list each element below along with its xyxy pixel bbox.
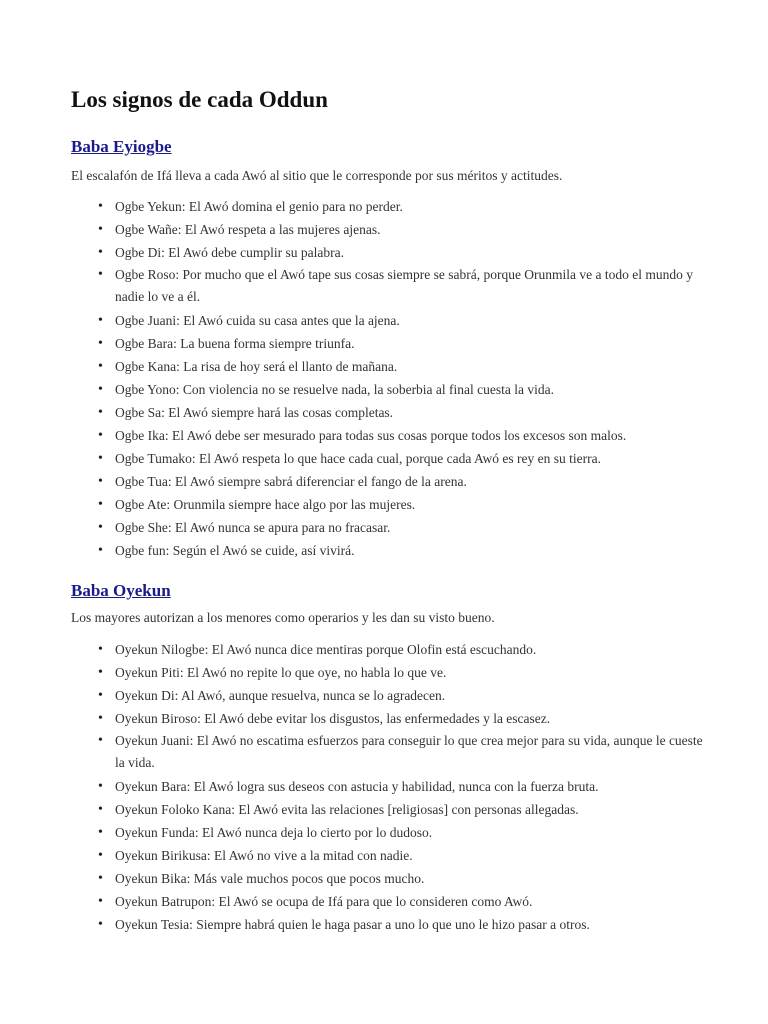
list-item: • Ogbe Kana: La risa de hoy será el llanto de mañana. [115, 355, 706, 378]
title-wrap [71, 86, 706, 130]
list-item: • Oyekun Piti: El Awó no repite lo que oye, no habla lo que ve. [115, 661, 706, 684]
list-item: • Ogbe Sa: El Awó siempre hará las cosas completas. [115, 401, 706, 424]
list-item: • Oyekun Biroso: El Awó debe evitar los disgustos, las enfermedades y la escasez. [115, 707, 706, 730]
list-item: • Ogbe Wañe: El Awó respeta a las mujeres ajenas. [115, 218, 706, 241]
section-heading-wrap [71, 130, 706, 160]
section-baba-eyiogbe [71, 130, 706, 562]
list-item: • Oyekun Bara: El Awó logra sus deseos con astucia y habilidad, nunca con la fuerza bruta. [115, 775, 706, 798]
list-item: • Oyekun Birikusa: El Awó no vive a la mitad con nadie. [115, 844, 706, 867]
page-title: Los signos de cada Oddun [71, 87, 328, 112]
list-item: • Ogbe Ika: El Awó debe ser mesurado para todas sus cosas porque todos los excesos son malos. [115, 424, 706, 447]
sign-list [71, 638, 706, 936]
list-item: • Ogbe Juani: El Awó cuida su casa antes que la ajena. [115, 309, 706, 332]
section-intro: Los mayores autorizan a los menores como operarios y les dan su visto bueno. [71, 610, 495, 625]
section-heading-link-baba-oyekun[interactable]: Baba Oyekun [71, 581, 171, 600]
list-item: • Ogbe Tua: El Awó siempre sabrá diferenciar el fango de la arena. [115, 470, 706, 493]
list-item: • Oyekun Tesia: Siempre habrá quien le haga pasar a uno lo que uno le hizo pasar a otros. [115, 913, 706, 936]
section-baba-oyekun [71, 574, 706, 936]
list-item: • Oyekun Funda: El Awó nunca deja lo cierto por lo dudoso. [115, 821, 706, 844]
list-item: • Ogbe Yono: Con violencia no se resuelve nada, la soberbia al final cuesta la vida. [115, 378, 706, 401]
list-item: • Ogbe Ate: Orunmila siempre hace algo por las mujeres. [115, 493, 706, 516]
sign-list [71, 195, 706, 562]
list-item: • Ogbe Yekun: El Awó domina el genio para no perder. [115, 195, 706, 218]
list-item: • Oyekun Foloko Kana: El Awó evita las relaciones [religiosas] con personas allegadas. [115, 798, 706, 821]
section-heading-link-baba-eyiogbe[interactable]: Baba Eyiogbe [71, 137, 172, 156]
list-item: • Ogbe Di: El Awó debe cumplir su palabra. [115, 241, 706, 264]
list-item: • Ogbe fun: Según el Awó se cuide, así vivirá. [115, 539, 706, 562]
list-item: • Ogbe Roso: Por mucho que el Awó tape sus cosas siempre se sabrá, porque Orunmila ve a todo el mundo y nadie lo ve a él. [115, 264, 706, 309]
list-item: • Oyekun Di: Al Awó, aunque resuelva, nunca se lo agradecen. [115, 684, 706, 707]
section-intro: El escalafón de Ifá lleva a cada Awó al sitio que le corresponde por sus méritos y actitudes. [71, 168, 563, 183]
section-heading-wrap [71, 574, 706, 604]
section-heading [71, 136, 172, 158]
list-item: • Oyekun Nilogbe: El Awó nunca dice mentiras porque Olofin está escuchando. [115, 638, 706, 661]
list-item: • Ogbe She: El Awó nunca se apura para no fracasar. [115, 516, 706, 539]
list-item: • Ogbe Bara: La buena forma siempre triunfa. [115, 332, 706, 355]
list-item: • Oyekun Batrupon: El Awó se ocupa de Ifá para que lo consideren como Awó. [115, 890, 706, 913]
list-item: • Oyekun Juani: El Awó no escatima esfuerzos para conseguir lo que crea mejor para su vida, aunque le cueste la vida. [115, 730, 706, 775]
section-heading [71, 580, 171, 602]
list-item: • Oyekun Bika: Más vale muchos pocos que pocos mucho. [115, 867, 706, 890]
list-item: • Ogbe Tumako: El Awó respeta lo que hace cada cual, porque cada Awó es rey en su tierra. [115, 447, 706, 470]
